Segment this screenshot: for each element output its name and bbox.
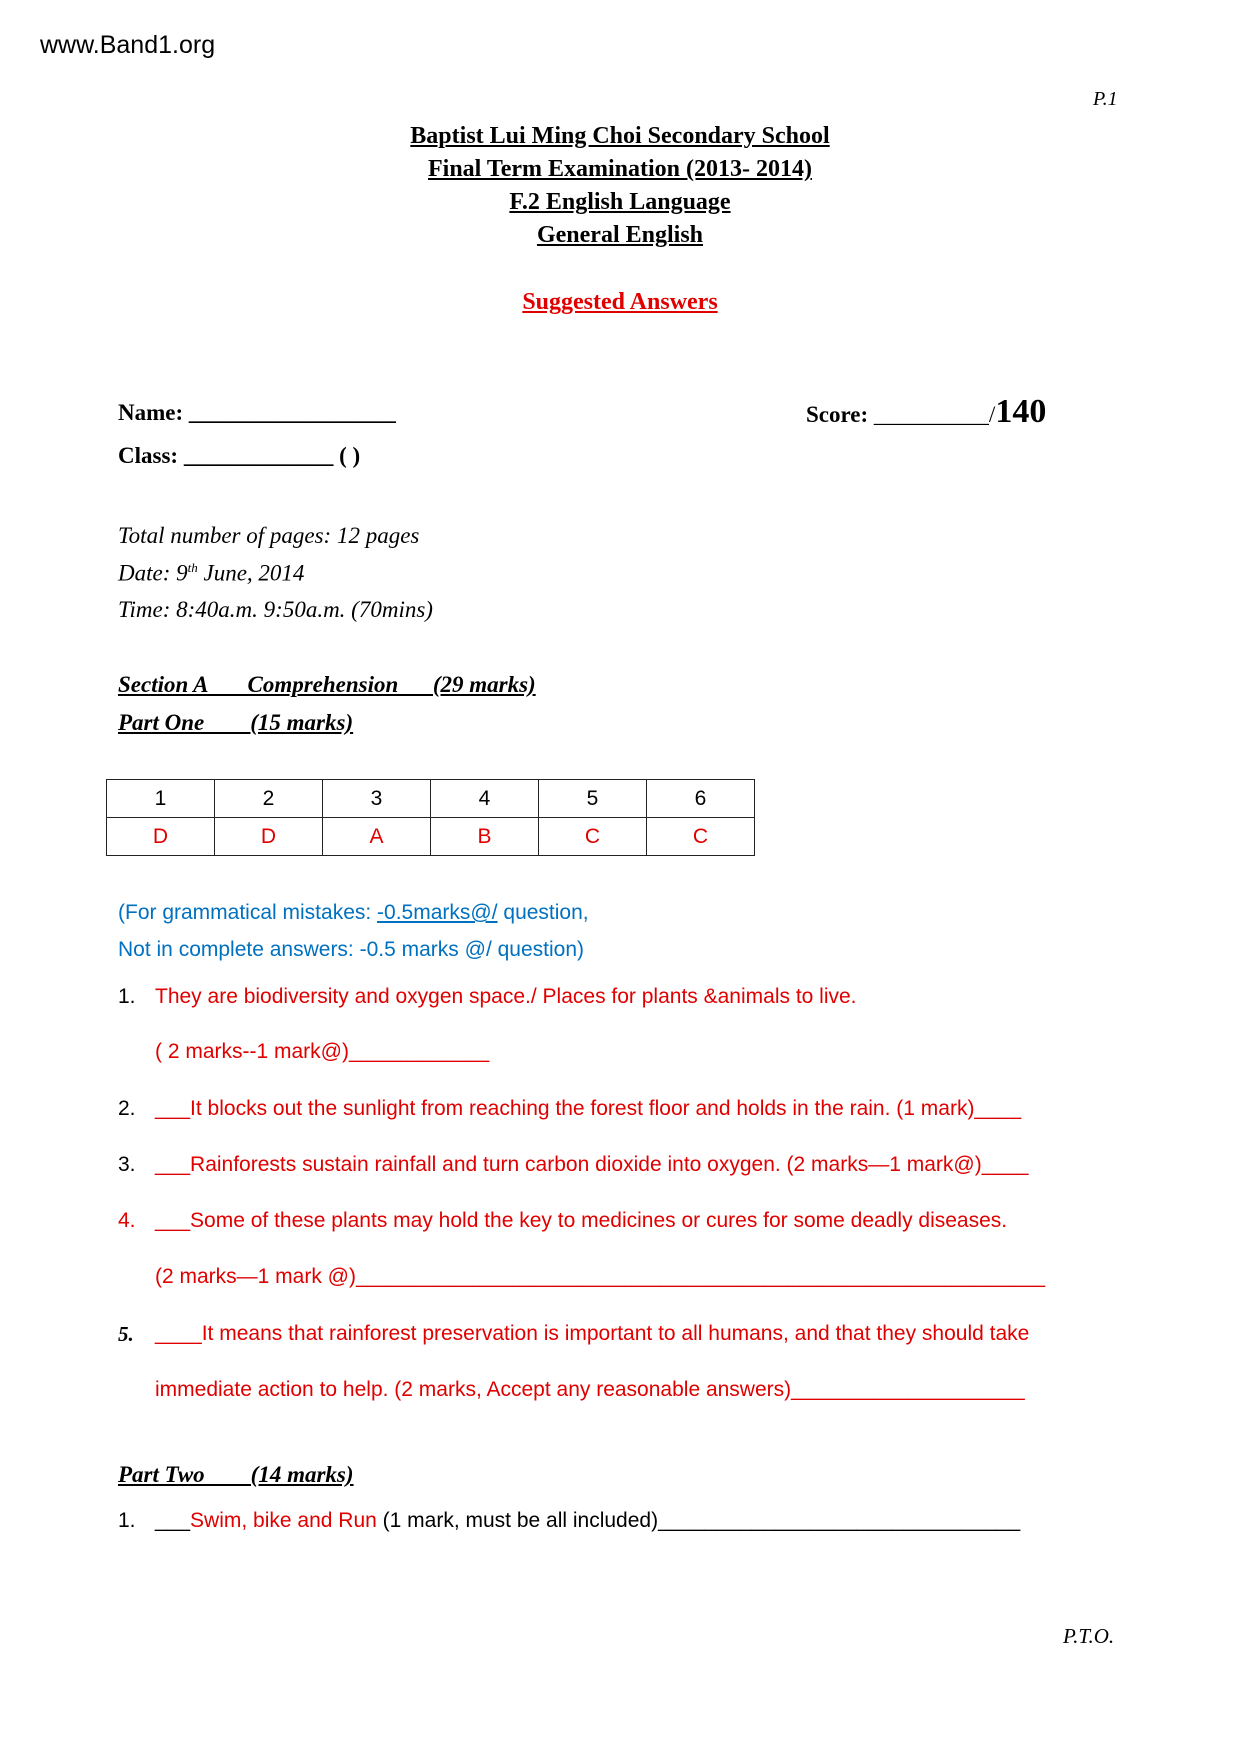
- table-cell: B: [431, 818, 539, 856]
- score-total: 140: [995, 393, 1047, 430]
- watermark: www.Band1.org: [40, 31, 216, 59]
- name-blank: __________________: [188, 400, 396, 425]
- answer-1-marks: ( 2 marks--1 mark@)____________: [155, 1040, 490, 1063]
- table-cell: 1: [107, 780, 215, 818]
- answer-4-marks: (2 marks—1 mark @)___________________________________________________________: [155, 1265, 1046, 1288]
- school-name: Baptist Lui Ming Choi Secondary School: [410, 123, 830, 149]
- subject-title: F.2 English Language: [509, 189, 731, 215]
- marking-note-2: Not in complete answers: -0.5 marks @/ question): [118, 938, 584, 961]
- table-cell: 4: [431, 780, 539, 818]
- answer-4: 4. ___Some of these plants may hold the key to medicines or cures for some deadly diseases.: [118, 1209, 1008, 1232]
- part-one-heading: Part One (15 marks): [118, 710, 354, 735]
- table-cell: D: [107, 818, 215, 856]
- part-two-answer-1: 1. ___Swim, bike and Run (1 mark, must be all included)_______________________________: [118, 1509, 1021, 1532]
- pto-footer: P.T.O.: [1063, 1624, 1115, 1648]
- exam-date: Date: 9th June, 2014: [118, 560, 305, 586]
- answer-5: 5. ____It means that rainforest preservation is important to all humans, and that they should take: [118, 1322, 1030, 1346]
- table-cell: D: [215, 818, 323, 856]
- marking-note-1: (For grammatical mistakes: -0.5marks@/ question,: [118, 901, 589, 924]
- class-label: Class:: [118, 443, 179, 468]
- table-cell: 3: [323, 780, 431, 818]
- score-label: Score:: [806, 402, 869, 427]
- paper-title: General English: [536, 222, 704, 248]
- table-cell: C: [539, 818, 647, 856]
- class-blank: _____________ ( ): [183, 443, 361, 468]
- page-number: P.1: [1093, 88, 1118, 110]
- answer-1: 1. They are biodiversity and oxygen space./ Places for plants &animals to live.: [118, 985, 857, 1008]
- table-cell: 2: [215, 780, 323, 818]
- table-cell: C: [647, 818, 755, 856]
- table-cell: A: [323, 818, 431, 856]
- answer-2: 2. ___It blocks out the sunlight from reaching the forest floor and holds in the rain. (1 mark)____: [118, 1097, 1022, 1120]
- table-row-questions: [107, 780, 755, 818]
- answer-3: 3. ___Rainforests sustain rainfall and turn carbon dioxide into oxygen. (2 marks—1 mark@)____: [118, 1153, 1029, 1176]
- suggested-answers-title: Suggested Answers: [522, 289, 718, 315]
- part-two-heading: Part Two (14 marks): [118, 1462, 354, 1487]
- table-cell: 5: [539, 780, 647, 818]
- section-a-heading: Section A Comprehension (29 marks): [118, 672, 536, 697]
- table-cell: 6: [647, 780, 755, 818]
- table-row-answers: [107, 818, 755, 856]
- exam-time: Time: 8:40a.m. 9:50a.m. (70mins): [118, 597, 433, 622]
- answer-5-cont: immediate action to help. (2 marks, Accept any reasonable answers)____________________: [155, 1378, 1025, 1401]
- marking-link: -0.5marks@/: [377, 901, 498, 924]
- name-label: Name:: [118, 400, 184, 425]
- total-pages: Total number of pages: 12 pages: [118, 523, 420, 548]
- exam-title: Final Term Examination (2013- 2014): [427, 156, 812, 182]
- mc-answer-table: [106, 779, 755, 856]
- score-blank: __________/: [873, 402, 996, 427]
